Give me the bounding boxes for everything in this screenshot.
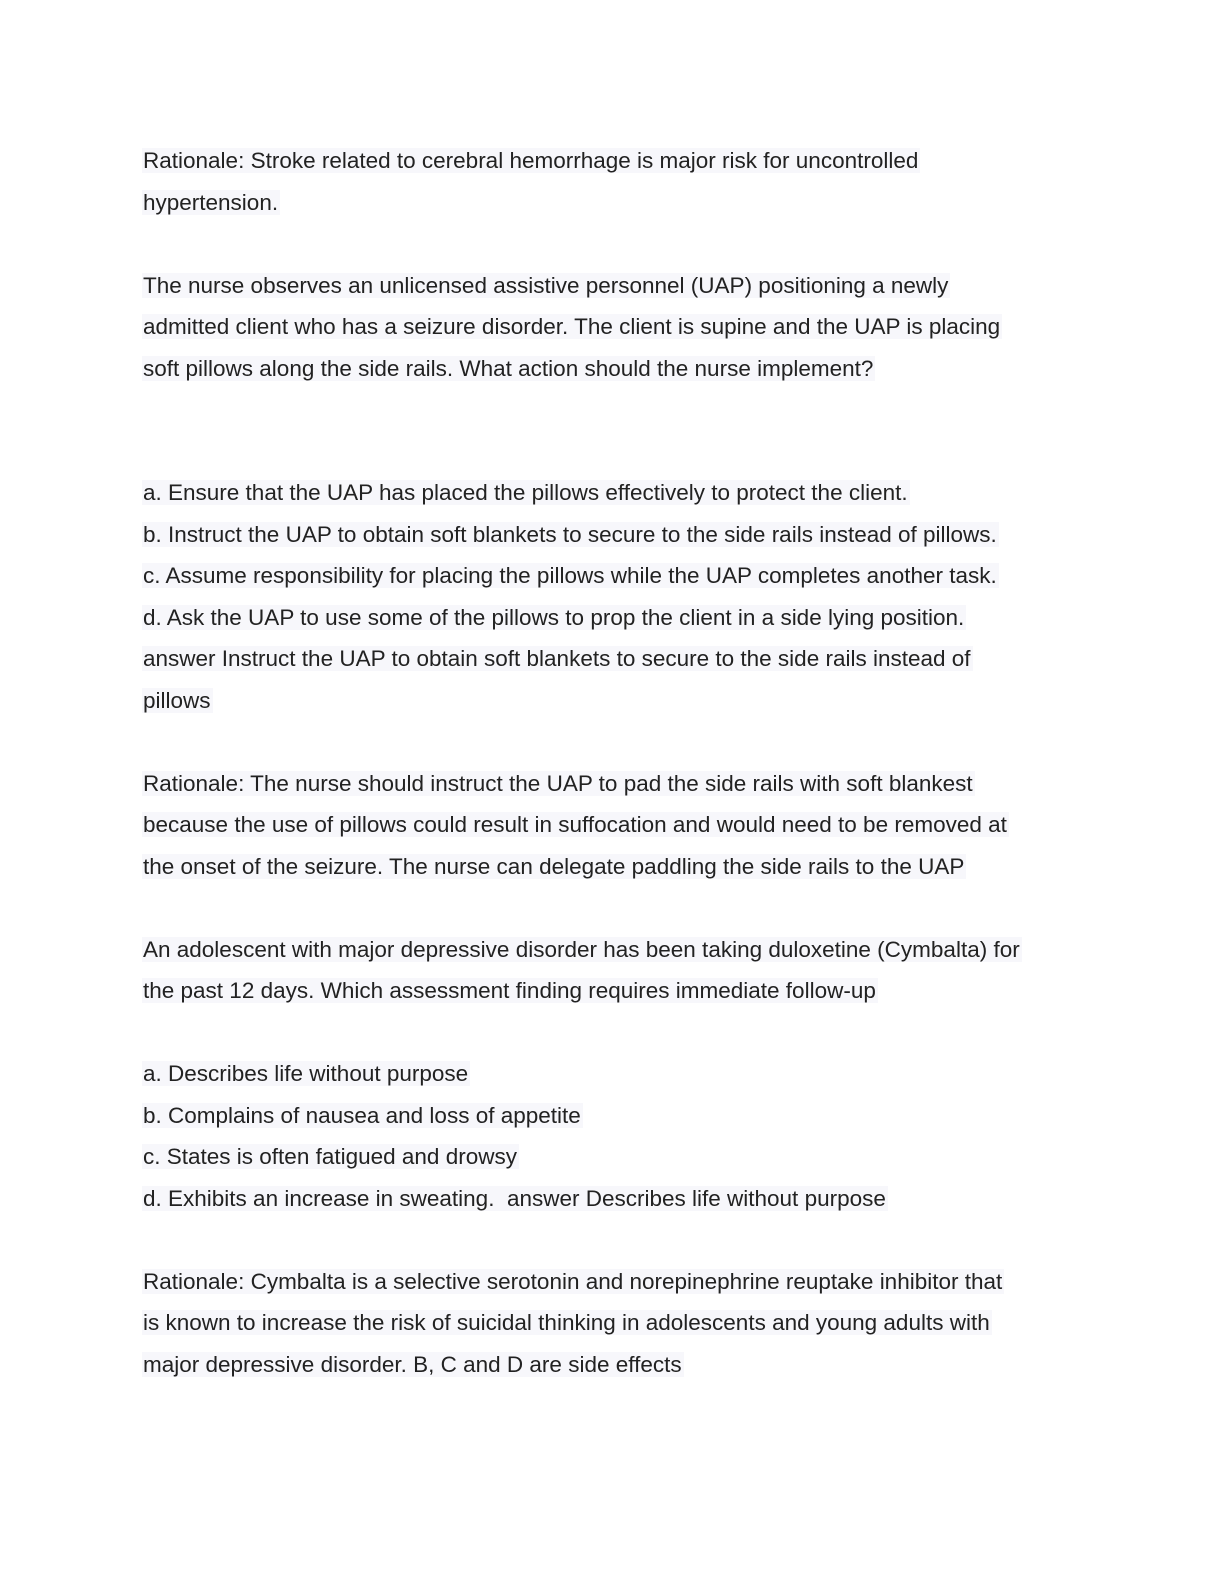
rationale-paragraph-hypertension [142, 140, 1082, 223]
answer-options-depression [142, 1053, 1082, 1219]
text-line: The nurse observes an unlicensed assistive personnel (UAP) positioning a newly [143, 272, 949, 298]
text-line: is known to increase the risk of suicidal thinking in adolescents and young adults with [143, 1310, 990, 1335]
text-line: An adolescent with major depressive disorder has been taking duloxetine (Cymbalta) for [143, 936, 1020, 962]
paragraph-gap [142, 1012, 1082, 1054]
answer-line: pillows [143, 687, 211, 713]
text-line: admitted client who has a seizure disorder. The client is supine and the UAP is placing [143, 314, 1001, 339]
option-b: b. Complains of nausea and loss of appetite [143, 1102, 581, 1128]
rationale-paragraph-depression [142, 1261, 1082, 1386]
rationale-paragraph-seizure [142, 763, 1082, 888]
text-line: Rationale: The nurse should instruct the UAP to pad the side rails with soft blankest [143, 770, 973, 796]
text-line: Rationale: Cymbalta is a selective serotonin and norepinephrine reuptake inhibitor that [143, 1268, 1003, 1294]
answer-line: answer Instruct the UAP to obtain soft blankets to secure to the side rails instead of [143, 646, 971, 671]
option-a: a. Ensure that the UAP has placed the pillows effectively to protect the client. [143, 480, 908, 505]
paragraph-gap [142, 1219, 1082, 1261]
option-c: c. States is often fatigued and drowsy [143, 1144, 517, 1169]
text-line: the past 12 days. Which assessment finding requires immediate follow-up [143, 978, 876, 1003]
text-line: major depressive disorder. B, C and D are side effects [143, 1351, 682, 1377]
paragraph-gap [142, 389, 1082, 472]
option-d: d. Exhibits an increase in sweating. answer Describes life without purpose [143, 1185, 886, 1211]
text-line: soft pillows along the side rails. What action should the nurse implement? [143, 355, 874, 381]
text-line: the onset of the seizure. The nurse can delegate paddling the side rails to the UAP [143, 853, 965, 879]
text-line: hypertension. [143, 189, 279, 215]
option-b: b. Instruct the UAP to obtain soft blankets to secure to the side rails instead of pillows. [143, 521, 997, 547]
document-page [142, 140, 1082, 1385]
option-d: d. Ask the UAP to use some of the pillows to prop the client in a side lying position. [143, 604, 965, 630]
paragraph-gap [142, 887, 1082, 929]
text-line: Rationale: Stroke related to cerebral hemorrhage is major risk for uncontrolled [143, 148, 919, 173]
option-a: a. Describes life without purpose [143, 1061, 469, 1086]
answer-options-seizure [142, 472, 1082, 721]
question-paragraph-depression [142, 929, 1082, 1012]
paragraph-gap [142, 721, 1082, 763]
text-line: because the use of pillows could result in suffocation and would need to be removed at [143, 812, 1007, 837]
paragraph-gap [142, 223, 1082, 265]
question-paragraph-seizure [142, 265, 1082, 390]
option-c: c. Assume responsibility for placing the pillows while the UAP completes another task. [143, 563, 997, 588]
